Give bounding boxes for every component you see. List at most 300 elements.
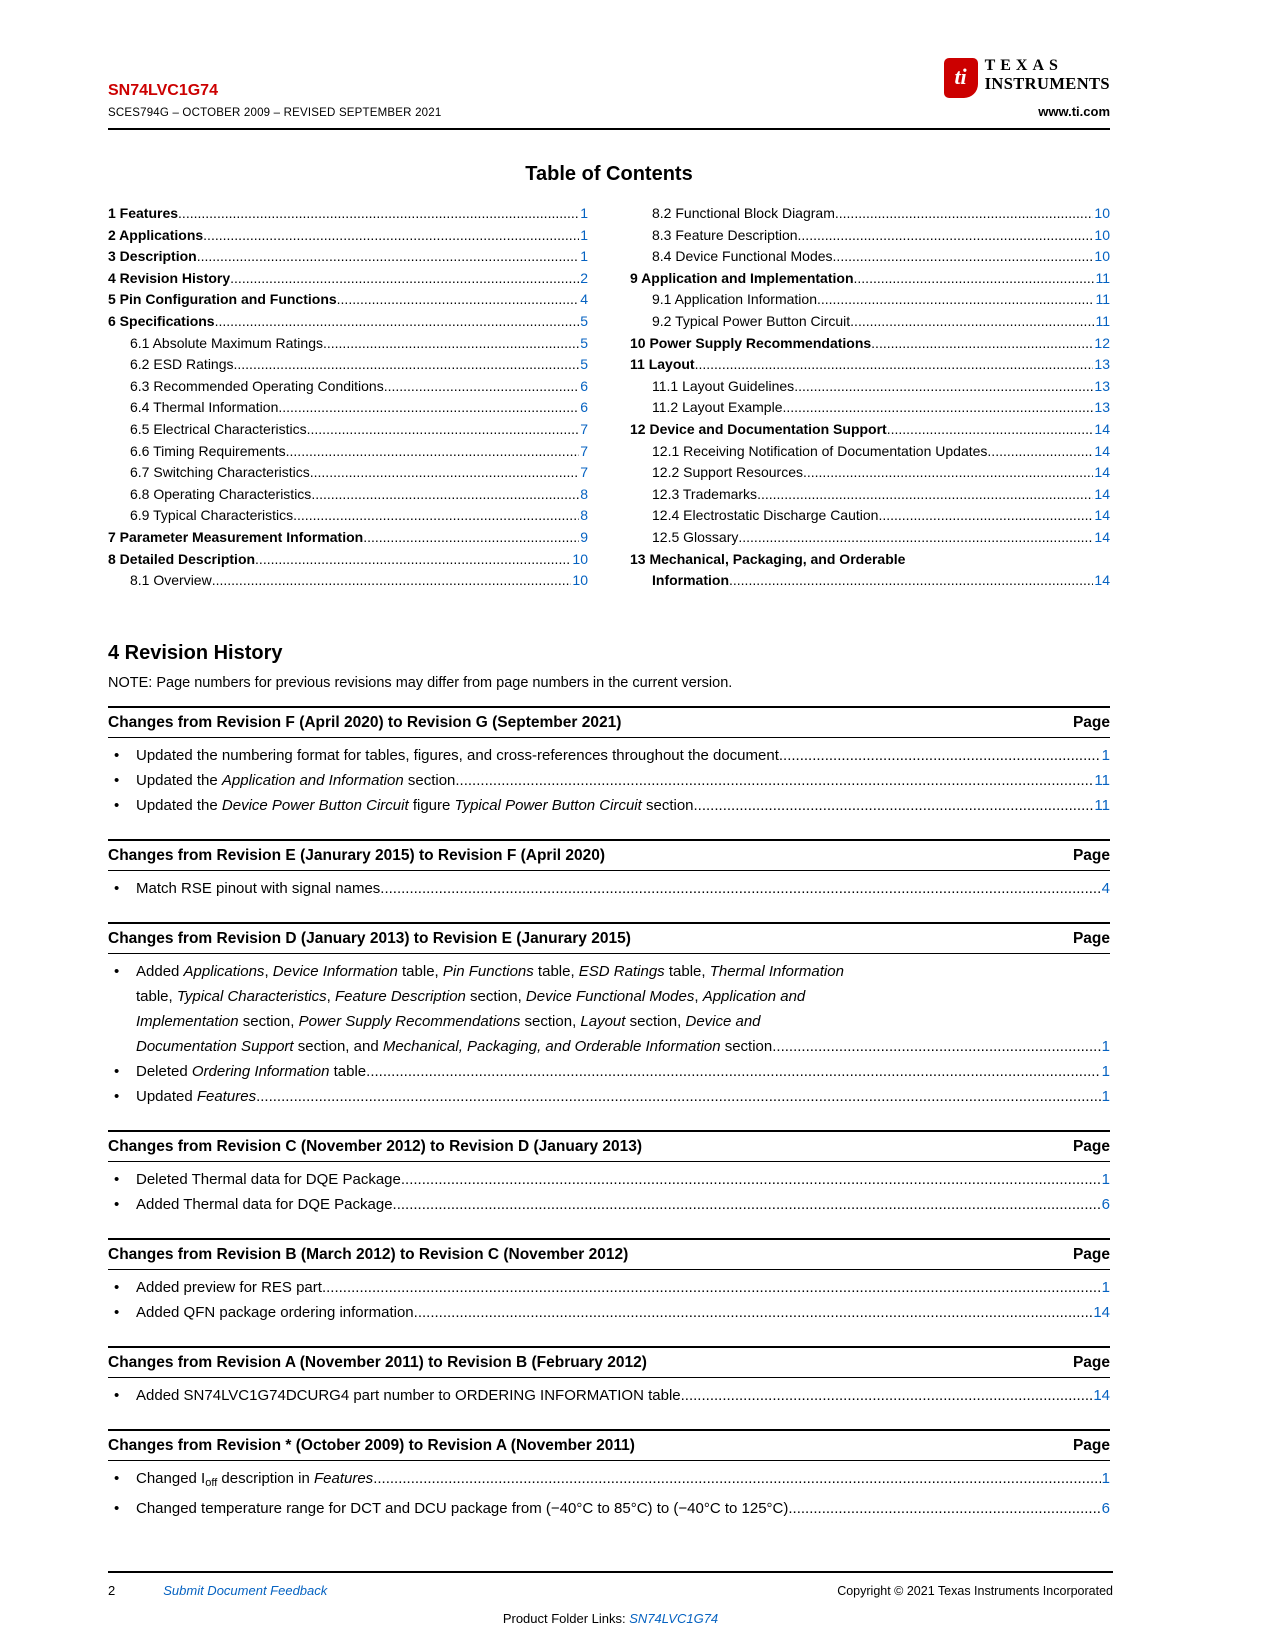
dot-leader	[278, 397, 579, 419]
text-segment: Feature Description	[334, 987, 466, 1005]
dot-leader	[384, 376, 580, 398]
dot-leader	[871, 333, 1093, 355]
toc-entry[interactable]	[108, 419, 588, 441]
text-segment: Updated the numbering format for tables, figures, and cross-references throughout the document	[136, 746, 779, 764]
submit-feedback-link[interactable]: Submit Document Feedback	[163, 1583, 328, 1598]
text-segment: section, and	[293, 1037, 383, 1055]
toc-entry[interactable]	[630, 225, 1110, 247]
toc-right-column	[630, 203, 1110, 592]
dot-leader	[234, 354, 580, 376]
text-segment: Mechanical, Packaging, and Orderable Information	[382, 1037, 721, 1055]
website-link[interactable]: www.ti.com	[1038, 104, 1110, 119]
dot-leader	[307, 419, 580, 441]
revision-item-text	[136, 1496, 788, 1521]
toc-entry[interactable]	[630, 311, 1110, 333]
toc-entry-label: 11.2 Layout Example	[652, 399, 783, 416]
dot-leader	[215, 311, 580, 333]
revision-item	[108, 1466, 1110, 1496]
revision-block-header	[108, 1130, 1110, 1162]
revision-block-header	[108, 922, 1110, 954]
dot-leader	[854, 268, 1095, 290]
toc-entry-label: 6.3 Recommended Operating Conditions	[130, 377, 384, 394]
revision-item-line	[136, 1059, 1110, 1084]
dot-leader	[455, 768, 1093, 793]
bullet-marker: •	[114, 1303, 120, 1321]
text-segment: Device and	[685, 1012, 761, 1030]
revision-item-text	[136, 1167, 401, 1192]
bullet-marker: •	[114, 1278, 120, 1296]
toc-entry[interactable]	[108, 397, 588, 419]
page-link[interactable]: 14	[1094, 442, 1110, 459]
revision-item	[108, 1300, 1110, 1325]
page-link[interactable]: 7	[580, 464, 588, 481]
toc-entry-label: 13 Mechanical, Packaging, and Orderable	[630, 550, 906, 567]
text-segment: Typical Power Button Circuit	[454, 796, 642, 814]
revision-item	[108, 743, 1110, 768]
page-column-label: Page	[1072, 1137, 1110, 1155]
product-folder-label: Product Folder Links:	[502, 1611, 630, 1626]
toc-entry[interactable]	[108, 311, 588, 333]
toc-columns	[108, 203, 1110, 592]
page-link[interactable]: 14	[1094, 528, 1110, 545]
page-link[interactable]: 11	[1095, 269, 1110, 286]
toc-entry-label: 6.5 Electrical Characteristics	[130, 420, 307, 437]
dot-leader	[833, 246, 1094, 268]
footer-rule	[108, 1571, 1113, 1573]
text-segment: Ordering Information	[191, 1062, 330, 1080]
revision-item-text	[136, 1034, 772, 1059]
bullet-marker: •	[114, 1087, 120, 1105]
bullet-marker: •	[114, 796, 120, 814]
toc-entry[interactable]	[630, 419, 1110, 441]
revision-item-line	[136, 876, 1110, 901]
toc-entry[interactable]	[108, 462, 588, 484]
text-segment: Typical Characteristics	[176, 987, 327, 1005]
toc-entry-label: 6.6 Timing Requirements	[130, 442, 286, 459]
page-column-label: Page	[1072, 1353, 1110, 1371]
revision-item-text	[136, 1084, 256, 1109]
page-link[interactable]: 1	[1101, 746, 1110, 764]
toc-entry-label: 6.2 ESD Ratings	[130, 356, 234, 373]
toc-entry-label: 7 Parameter Measurement Information	[108, 528, 364, 545]
revision-item-body	[136, 876, 1110, 901]
page-link[interactable]: 1	[580, 205, 588, 221]
page-link[interactable]: 7	[580, 420, 588, 437]
toc-entry[interactable]	[108, 289, 588, 311]
revision-history-title: 4 Revision History	[108, 641, 283, 664]
page-link[interactable]: 12	[1094, 334, 1110, 351]
revision-item-text	[136, 1013, 761, 1030]
toc-entry[interactable]	[108, 570, 588, 592]
page-link[interactable]: 5	[580, 356, 588, 373]
text-segment: description in	[217, 1469, 314, 1487]
text-segment: Application and Information	[221, 771, 404, 789]
dot-leader	[738, 527, 1093, 549]
dot-leader	[380, 876, 1100, 901]
revision-block-title: Changes from Revision C (November 2012) to Revision D (January 2013)	[108, 1137, 643, 1155]
toc-entry-label: 8 Detailed Description	[108, 550, 256, 567]
header-left	[108, 82, 441, 119]
toc-entry[interactable]	[630, 397, 1110, 419]
revision-block	[108, 922, 1110, 1109]
revision-block	[108, 1429, 1110, 1521]
dot-leader	[311, 484, 579, 506]
toc-entry-label: 11.1 Layout Guidelines	[652, 377, 795, 394]
revision-block-title: Changes from Revision A (November 2011) to Revision B (February 2012)	[108, 1353, 647, 1371]
page-column-label: Page	[1072, 1245, 1110, 1263]
revision-item-body	[136, 959, 1110, 1059]
page-link[interactable]: 8	[580, 507, 588, 524]
page-link[interactable]: 10	[1094, 248, 1110, 265]
revision-item-text	[136, 1192, 393, 1217]
toc-entry-label: 6 Specifications	[108, 312, 215, 329]
toc-entry[interactable]	[630, 462, 1110, 484]
page-link[interactable]: 1	[1101, 1469, 1110, 1487]
toc-entry-label: 12.3 Trademarks	[652, 485, 758, 502]
toc-entry-label: 12.5 Glossary	[652, 528, 739, 545]
toc-entry[interactable]	[630, 376, 1110, 398]
toc-entry[interactable]	[108, 505, 588, 527]
page-link[interactable]: 1	[580, 248, 588, 265]
text-segment: Device Functional Modes	[525, 987, 695, 1005]
text-segment: Device Power Button Circuit	[221, 796, 409, 814]
dot-leader	[373, 1466, 1100, 1491]
revision-item-body	[136, 1466, 1110, 1496]
toc-entry[interactable]	[108, 376, 588, 398]
dot-leader	[310, 462, 579, 484]
toc-entry[interactable]	[630, 268, 1110, 290]
document-code: SCES794G – OCTOBER 2009 – REVISED SEPTEMBER 2021	[108, 107, 442, 119]
dot-leader	[366, 1059, 1101, 1084]
revision-item-text	[136, 1300, 414, 1325]
text-segment: figure	[408, 796, 455, 814]
page-link[interactable]: 2	[580, 269, 588, 286]
ti-wordmark-line1: TEXAS	[984, 57, 1063, 74]
revision-block-title: Changes from Revision F (April 2020) to Revision G (September 2021)	[108, 713, 622, 731]
text-segment: Features	[313, 1469, 374, 1487]
revision-item-line	[136, 1383, 1110, 1408]
dot-leader	[323, 333, 579, 355]
product-folder-link[interactable]: SN74LVC1G74	[629, 1611, 719, 1626]
bullet-marker: •	[114, 1386, 120, 1404]
text-segment: Updated the	[136, 771, 222, 789]
toc-entry-label: 5 Pin Configuration and Functions	[108, 291, 337, 308]
toc-entry[interactable]	[108, 333, 588, 355]
page-link[interactable]: 5	[580, 334, 588, 351]
revision-item	[108, 768, 1110, 793]
page-link[interactable]: 1	[1101, 1037, 1110, 1055]
toc-entry[interactable]	[108, 527, 588, 549]
page-link[interactable]: 13	[1094, 356, 1110, 373]
revision-item-body	[136, 1496, 1110, 1521]
dot-leader	[757, 484, 1093, 506]
ti-wordmark-line2: INSTRUMENTS	[984, 73, 1110, 93]
toc-entry[interactable]	[630, 441, 1110, 463]
revision-item	[108, 1167, 1110, 1192]
toc-entry-label: 9.1 Application Information	[652, 291, 817, 308]
dot-leader	[729, 570, 1093, 592]
page-column-label: Page	[1072, 846, 1110, 864]
toc-entry[interactable]	[108, 225, 588, 247]
dot-leader	[987, 441, 1093, 463]
revision-item-text	[136, 1466, 373, 1496]
text-segment: Implementation	[136, 1012, 239, 1030]
page-link[interactable]: 1	[1101, 1170, 1110, 1188]
text-segment: section	[641, 796, 694, 814]
dot-leader	[878, 505, 1093, 527]
revision-history-section	[108, 642, 1110, 1521]
revision-item-line	[136, 1192, 1110, 1217]
text-segment: Layout	[580, 1012, 626, 1030]
toc-entry-line2	[630, 570, 1110, 592]
page-link[interactable]: 14	[1094, 464, 1110, 481]
text-segment: ,	[694, 987, 703, 1005]
dot-leader	[197, 246, 580, 268]
revision-block-header	[108, 839, 1110, 871]
toc-entry-label: 6.8 Operating Characteristics	[130, 485, 312, 502]
revision-block	[108, 1130, 1110, 1217]
revision-item-line	[136, 1275, 1110, 1300]
page-link[interactable]: 14	[1093, 1303, 1110, 1321]
page-link[interactable]: 14	[1094, 507, 1110, 524]
page-link[interactable]: 4	[580, 291, 588, 308]
toc-entry-label: Information	[652, 572, 729, 589]
toc-entry-label: 12 Device and Documentation Support	[630, 420, 887, 437]
revision-item	[108, 876, 1110, 901]
text-segment: Device Information	[272, 962, 398, 980]
toc-entry[interactable]	[108, 203, 588, 225]
revision-item-line	[136, 793, 1110, 818]
page-link[interactable]: 6	[1101, 1195, 1110, 1213]
revision-history-note: NOTE: Page numbers for previous revisions may differ from page numbers in the current version.	[108, 674, 733, 691]
text-segment: table	[329, 1062, 367, 1080]
revision-block-header	[108, 1238, 1110, 1270]
revision-item-line	[136, 1466, 1110, 1496]
text-segment: Pin Functions	[442, 962, 534, 980]
table-of-contents	[108, 163, 1110, 592]
page-link[interactable]: 5	[580, 312, 588, 329]
revision-item-body	[136, 768, 1110, 793]
page-link[interactable]: 11	[1094, 796, 1110, 814]
text-segment: Updated	[136, 1087, 197, 1105]
page-link[interactable]: 7	[580, 442, 588, 459]
revision-item-body	[136, 743, 1110, 768]
bullet-marker: •	[114, 879, 120, 897]
text-segment: section,	[625, 1012, 686, 1030]
toc-entry[interactable]	[630, 203, 1110, 225]
toc-entry[interactable]	[630, 484, 1110, 506]
dot-leader	[835, 203, 1094, 225]
page-link[interactable]: 8	[580, 485, 588, 502]
revision-item-line	[136, 1496, 1110, 1521]
page-link[interactable]: 11	[1095, 312, 1110, 329]
copyright-text: Copyright © 2021 Texas Instruments Incorporated	[837, 1584, 1113, 1598]
text-segment: section,	[238, 1012, 299, 1030]
page-link[interactable]: 1	[580, 226, 588, 243]
page-link[interactable]: 6	[580, 399, 588, 416]
revision-block-title: Changes from Revision * (October 2009) to Revision A (November 2011)	[108, 1436, 635, 1454]
text-segment: Application and	[702, 987, 806, 1005]
toc-entry-label: 10 Power Supply Recommendations	[630, 334, 872, 351]
revision-item-text	[136, 743, 779, 768]
page-link[interactable]: 14	[1094, 572, 1110, 589]
revision-item	[108, 1383, 1110, 1408]
revision-item-body	[136, 1300, 1110, 1325]
revision-item-body	[136, 1059, 1110, 1084]
text-segment: section,	[520, 1012, 581, 1030]
bullet-marker: •	[114, 1170, 120, 1188]
toc-entry-label: 2 Applications	[108, 226, 204, 243]
text-segment: Match RSE pinout with signal names	[136, 879, 381, 897]
dot-leader	[694, 793, 1094, 818]
toc-title: Table of Contents	[525, 163, 693, 185]
revision-block	[108, 839, 1110, 901]
ti-bug-icon	[944, 58, 978, 98]
text-segment: Documentation Support	[136, 1037, 294, 1055]
revision-item	[108, 959, 1110, 1059]
page-link[interactable]: 13	[1094, 377, 1110, 394]
product-folder-line	[108, 1611, 1113, 1626]
dot-leader	[178, 203, 579, 225]
dot-leader	[255, 549, 571, 571]
toc-entry-label: 11 Layout	[630, 356, 695, 373]
text-segment: ,	[264, 962, 273, 980]
page-link[interactable]: 14	[1093, 1386, 1110, 1404]
toc-entry[interactable]	[630, 289, 1110, 311]
bullet-marker: •	[114, 1195, 120, 1213]
toc-entry-label: 9 Application and Implementation	[630, 269, 854, 286]
toc-entry[interactable]	[108, 441, 588, 463]
bullet-marker: •	[114, 746, 120, 764]
dot-leader	[783, 397, 1094, 419]
toc-entry[interactable]	[108, 484, 588, 506]
revision-item-line	[136, 1009, 1110, 1034]
ti-wordmark	[985, 58, 1110, 92]
page-link[interactable]: 9	[580, 528, 588, 545]
revision-item-line	[136, 1034, 1110, 1059]
revision-block-header	[108, 706, 1110, 738]
ti-bug-text: ti	[954, 64, 967, 89]
toc-entry[interactable]	[108, 354, 588, 376]
text-segment: off	[205, 1476, 218, 1489]
page-link[interactable]: 11	[1095, 291, 1110, 308]
toc-entry-line1	[630, 549, 1110, 571]
revision-block	[108, 1238, 1110, 1325]
toc-entry[interactable]	[630, 246, 1110, 268]
text-segment: Features	[196, 1087, 257, 1105]
revision-item-text	[136, 768, 455, 793]
dot-leader	[230, 268, 579, 290]
revision-item-body	[136, 1167, 1110, 1192]
page-link[interactable]: 10	[572, 572, 588, 589]
text-segment: Added preview for RES part	[136, 1278, 322, 1296]
page-link[interactable]: 11	[1094, 771, 1110, 789]
page-link[interactable]: 6	[1101, 1499, 1110, 1517]
page-link[interactable]: 1	[1101, 1278, 1110, 1296]
page-link[interactable]: 6	[580, 377, 588, 394]
revision-block-title: Changes from Revision B (March 2012) to Revision C (November 2012)	[108, 1245, 629, 1263]
dot-leader	[293, 505, 579, 527]
text-segment: Added Thermal data for DQE Package	[136, 1195, 393, 1213]
toc-entry[interactable]	[630, 354, 1110, 376]
revision-item	[108, 793, 1110, 818]
dot-leader	[887, 419, 1094, 441]
revision-item-text	[136, 1275, 322, 1300]
toc-entry[interactable]	[630, 505, 1110, 527]
page-link[interactable]: 10	[1094, 226, 1110, 243]
bullet-marker: •	[114, 771, 120, 789]
toc-entry[interactable]	[108, 246, 588, 268]
toc-entry[interactable]	[108, 549, 588, 571]
toc-entry[interactable]	[108, 268, 588, 290]
text-segment: Changed temperature range for DCT and DCU package from (−40°C to 85°C) to (−40°C to 125°C)	[136, 1499, 789, 1517]
toc-entry[interactable]	[630, 333, 1110, 355]
dot-leader	[203, 225, 579, 247]
page-link[interactable]: 1	[1101, 1087, 1110, 1105]
bullet-marker: •	[114, 962, 120, 980]
revision-item-text	[136, 988, 805, 1005]
text-segment: Thermal Information	[709, 962, 844, 980]
dot-leader	[286, 441, 580, 463]
revision-item-line	[136, 768, 1110, 793]
page-link[interactable]: 14	[1094, 485, 1110, 502]
page-link[interactable]: 4	[1101, 879, 1110, 897]
text-segment: table,	[664, 962, 710, 980]
toc-entry-label: 6.7 Switching Characteristics	[130, 464, 310, 481]
page-link[interactable]: 13	[1094, 399, 1110, 416]
dot-leader	[322, 1275, 1101, 1300]
dot-leader	[393, 1192, 1101, 1217]
toc-entry-label: 8.2 Functional Block Diagram	[652, 205, 835, 221]
dot-leader	[788, 1496, 1100, 1521]
dot-leader	[212, 570, 572, 592]
text-segment: Deleted	[136, 1062, 192, 1080]
revision-item-line	[136, 1084, 1110, 1109]
revision-item-line	[136, 1167, 1110, 1192]
revision-block-header	[108, 1429, 1110, 1461]
revision-blocks	[108, 706, 1110, 1521]
revision-item-body	[136, 793, 1110, 818]
toc-entry-label: 4 Revision History	[108, 269, 231, 286]
ti-logo	[944, 58, 1110, 98]
revision-item	[108, 1496, 1110, 1521]
page-link[interactable]: 1	[1101, 1062, 1110, 1080]
text-segment: section	[403, 771, 456, 789]
bullet-marker: •	[114, 1062, 120, 1080]
dot-leader	[803, 462, 1093, 484]
dot-leader	[414, 1300, 1093, 1325]
text-segment: table,	[397, 962, 443, 980]
revision-block	[108, 1346, 1110, 1408]
revision-item	[108, 1275, 1110, 1300]
page-link[interactable]: 10	[1094, 205, 1110, 221]
toc-left-column	[108, 203, 588, 592]
toc-entry-label: 6.4 Thermal Information	[130, 399, 279, 416]
dot-leader	[695, 354, 1094, 376]
toc-entry-label: 3 Description	[108, 248, 197, 265]
toc-entry-label: 12.4 Electrostatic Discharge Caution	[652, 507, 879, 524]
bullet-marker: •	[114, 1499, 120, 1517]
revision-item-text	[136, 1059, 366, 1084]
page-link[interactable]: 10	[572, 550, 588, 567]
toc-entry[interactable]	[630, 527, 1110, 549]
toc-entry[interactable]	[630, 549, 1110, 592]
text-segment: table,	[136, 987, 177, 1005]
page-link[interactable]: 14	[1094, 420, 1110, 437]
revision-item-line	[136, 1300, 1110, 1325]
revision-block-header	[108, 1346, 1110, 1378]
text-segment: ESD Ratings	[578, 962, 665, 980]
